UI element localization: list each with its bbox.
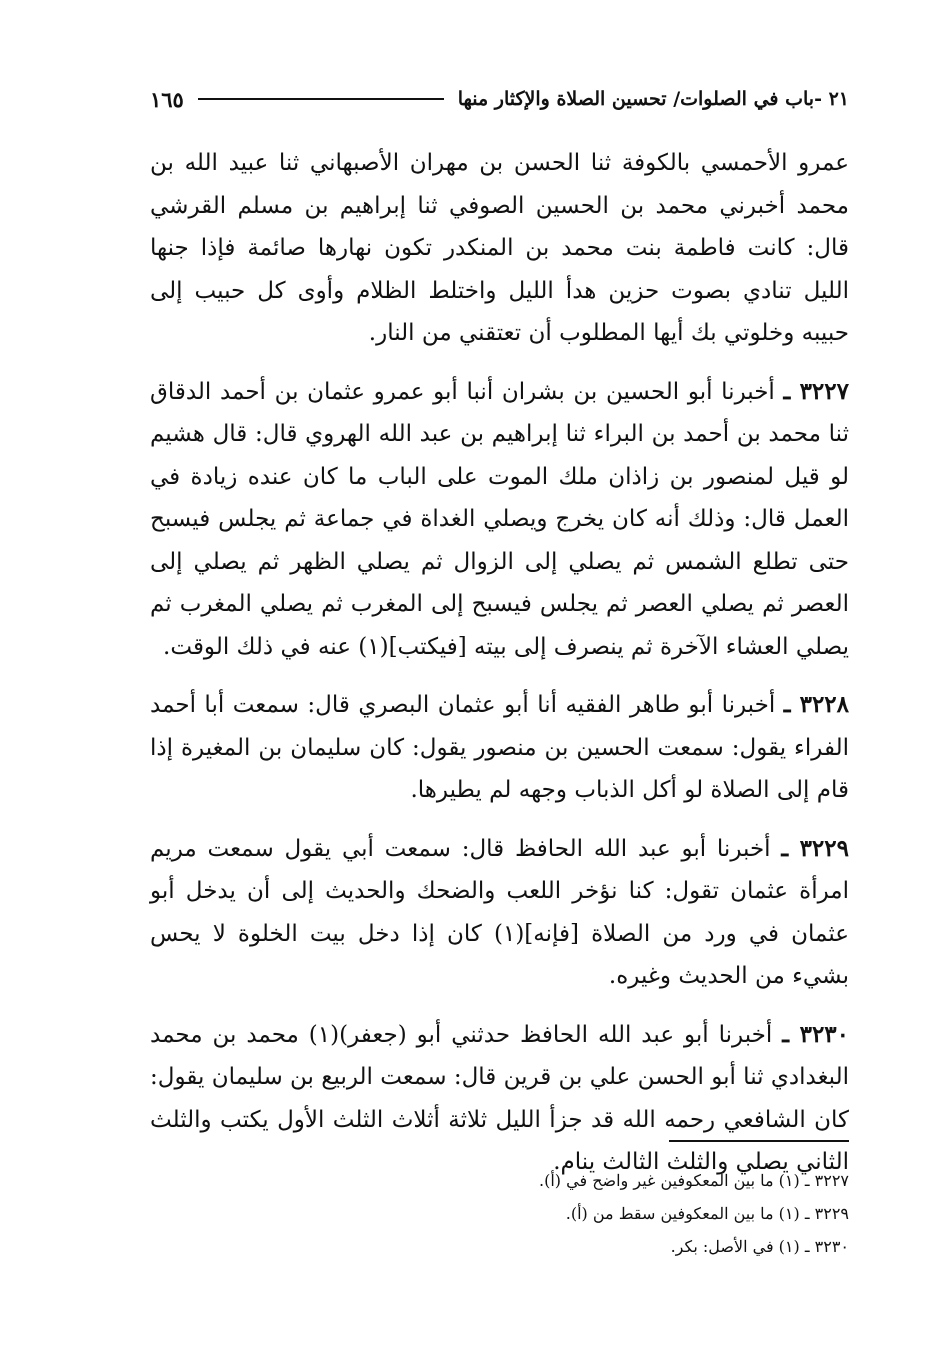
hadith-3229 xyxy=(150,828,849,998)
hadith-number: ٣٢٢٩ ـ xyxy=(781,834,849,862)
footnote-divider xyxy=(669,1140,849,1142)
footnote-3229: ٣٢٢٩ ـ (١) ما بين المعكوفين سقط من (أ). xyxy=(565,1204,849,1223)
body-text xyxy=(150,142,849,1200)
hadith-3228 xyxy=(150,684,849,812)
footnote-3230: ٣٢٣٠ ـ (١) في الأصل: بكر. xyxy=(670,1237,849,1256)
header-rule xyxy=(198,98,444,100)
hadith-3230 xyxy=(150,1014,849,1184)
hadith-number: ٣٢٣٠ ـ xyxy=(782,1020,850,1048)
paragraph-continuation xyxy=(150,142,849,355)
paragraph-text: أخبرنا أبو الحسين بن بشران أنبا أبو عمرو عثمان بن أحمد الدقاق ثنا محمد بن أحمد بن البراء ثنا إبراهيم بن عبد الله الهروي قال: قال هشيم لو قيل لمنصور بن زاذان ملك الموت على الباب ما كان عنده زيادة في العمل قال: وذلك أنه كان يخرج ويصلي الغداة في جماعة ثم يجلس فيسبح حتى تطلع الشمس ثم يصلي إلى الزوال ثم يصلي الظهر ثم يصلي إلى العصر ثم يصلي العصر ثم يجلس فيسبح إلى المغرب ثم يصلي المغرب ثم يصلي العشاء الآخرة ثم ينصرف إلى بيته [فيكتب](١) عنه في ذلك الوقت. xyxy=(150,378,849,660)
footnotes xyxy=(150,1164,849,1263)
hadith-number: ٣٢٢٧ ـ xyxy=(783,377,849,405)
running-header xyxy=(150,82,849,116)
paragraph-text: أخبرنا أبو عبد الله الحافظ حدثني أبو (جعفر)(١) محمد بن محمد البغدادي ثنا أبو الحسن علي بن قرين قال: سمعت الربيع بن سليمان يقول: كان الشافعي رحمه الله قد جزأ الليل ثلاثة أثلاث الثلث الأول يكتب والثلث الثاني يصلي والثلث الثالث ينام. xyxy=(150,1021,849,1175)
chapter-title: ٢١ -باب في الصلوات/ تحسين الصلاة والإكثار منها xyxy=(457,88,849,110)
paragraph-text: أخبرنا أبو عبد الله الحافظ قال: سمعت أبي يقول سمعت مريم امرأة عثمان تقول: كنا نؤخر اللعب والضحك والحديث إلى أن يدخل أبو عثمان في ورد من الصلاة [فإنه](١) كان إذا دخل بيت الخلوة لا يحس بشيء من الحديث وغيره. xyxy=(150,835,849,989)
book-page xyxy=(150,82,849,1342)
footnote-3227: ٣٢٢٧ ـ (١) ما بين المعكوفين غير واضح في (أ). xyxy=(539,1171,849,1190)
page-number: ١٦٥ xyxy=(150,86,184,112)
paragraph-text: أخبرنا أبو طاهر الفقيه أنا أبو عثمان البصري قال: سمعت أبا أحمد الفراء يقول: سمعت الحسين بن منصور يقول: كان سليمان بن المغيرة إذا قام إلى الصلاة لو أكل الذباب وجهه لم يطيرها. xyxy=(150,692,849,803)
hadith-number: ٣٢٢٨ ـ xyxy=(783,691,850,718)
hadith-3227 xyxy=(150,371,849,669)
paragraph-text: عمرو الأحمسي بالكوفة ثنا الحسن بن مهران الأصبهاني ثنا عبيد الله بن محمد أخبرني محمد بن الحسين الصوفي ثنا إبراهيم بن مسلم القرشي قال: كانت فاطمة بنت محمد بن المنكدر تكون نهارها صائمة فإذا جنها الليل تنادي بصوت حزين هدأ الليل واختلط الظلام وأوى كل حبيب إلى حبيبه وخلوتي بك أيها المطلوب أن تعتقني من النار. xyxy=(150,150,849,346)
